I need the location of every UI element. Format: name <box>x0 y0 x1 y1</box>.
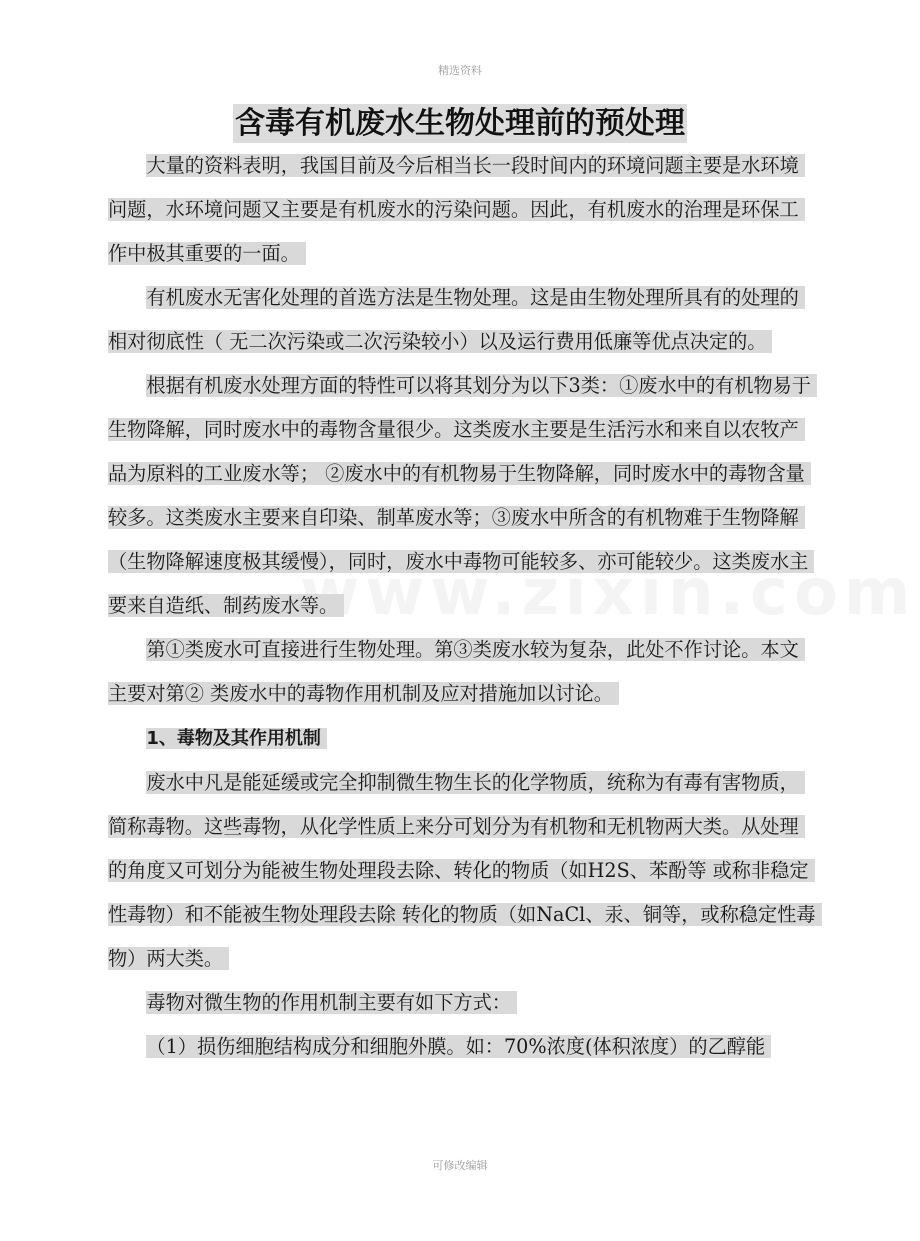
paragraph-text: 根据有机废水处理方面的特性可以将其划分为以下3类：①废水中的有机物易于生物降解，同时废水中的毒物含量很少。这类废水主要是生活污水和来自以农牧产品为原料的工业废水等； ②废水中的有机物易于生物降解，同时废水中的毒物含量较多。这类废水主要来自印染、制革废水等；③废水中所含的有机物难于生物降解（生物降解速度极其缓慢），同时，废水中毒物可能较多、亦可能较少。这类废水主要来自造纸、制药废水等。 <box>108 374 817 617</box>
paragraph-mechanism-intro <box>108 981 816 1025</box>
paragraph-text: 有机废水无害化处理的首选方法是生物处理。这是由生物处理所具有的处理的相对彻底性（ 无二次污染或二次污染较小）以及运行费用低廉等优点决定的。 <box>108 286 805 353</box>
page-title <box>0 98 920 142</box>
paragraph-classification <box>108 364 816 628</box>
paragraph-text: （1）损伤细胞结构成分和细胞外膜。如：70%浓度(体积浓度）的乙醇能 <box>146 1035 771 1058</box>
section-heading-text: 1、毒物及其作用机制 <box>146 728 327 749</box>
paragraph-text: 第①类废水可直接进行生物处理。第③类废水较为复杂，此处不作讨论。本文主要对第② 类废水中的毒物作用机制及应对措施加以讨论。 <box>108 638 805 705</box>
header-note: 精选资料 <box>438 64 482 77</box>
footer-note: 可修改编辑 <box>432 1159 488 1172</box>
section-heading <box>108 716 816 761</box>
paragraph-scope <box>108 628 816 716</box>
page-title-text: 含毒有机废水生物处理前的预处理 <box>235 106 685 141</box>
paragraph-text: 毒物对微生物的作用机制主要有如下方式： <box>146 991 517 1014</box>
paragraph-mechanism-1 <box>108 1025 816 1069</box>
paragraph-method <box>108 276 816 364</box>
paragraph-text: 废水中凡是能延缓或完全抑制微生物生长的化学物质，统称为有毒有害物质，简称毒物。这些毒物，从化学性质上来分可划分为有机物和无机物两大类。从处理的角度又可划分为能被生物处理段去除、转化的物质（如H2S、苯酚等 或称非稳定性毒物）和不能被生物处理段去除 转化的物质（如NaCl、汞、铜等，或称稳定性毒物）两大类。 <box>108 771 822 970</box>
document-body <box>108 144 816 1069</box>
paragraph-intro <box>108 144 816 276</box>
paragraph-text: 大量的资料表明，我国目前及今后相当长一段时间内的环境问题主要是水环境问题，水环境问题又主要是有机废水的污染问题。因此，有机废水的治理是环保工作中极其重要的一面。 <box>108 154 805 265</box>
paragraph-toxin-definition <box>108 761 816 981</box>
